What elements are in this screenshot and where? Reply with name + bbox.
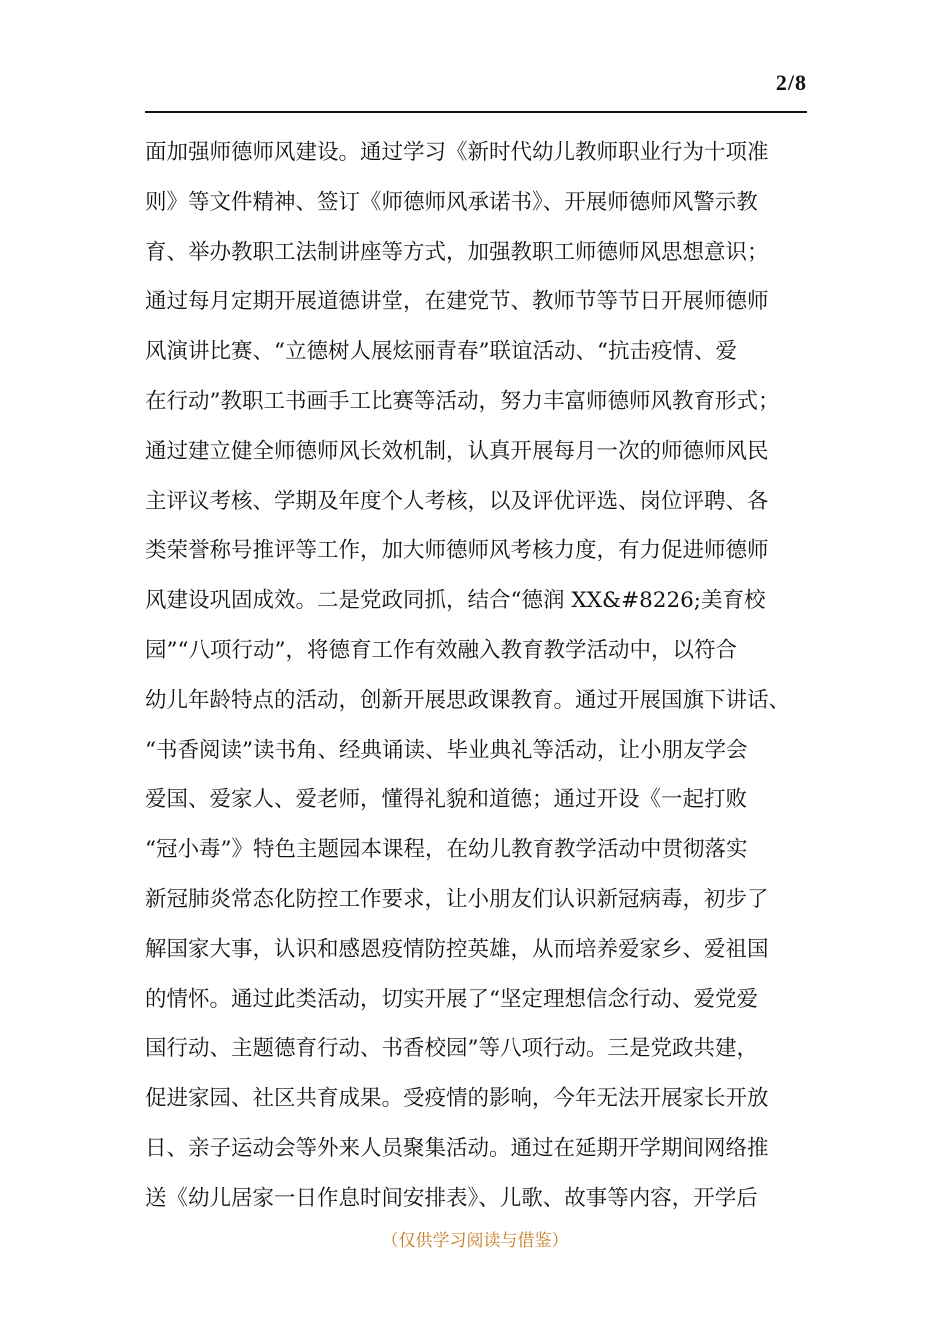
header-divider	[145, 111, 807, 113]
body-line: 幼儿年龄特点的活动，创新开展思政课教育。通过开展国旗下讲话、	[145, 687, 791, 713]
footer-note: （仅供学习阅读与借鉴）	[381, 1231, 569, 1251]
body-line: 日、亲子运动会等外来人员聚集活动。通过在延期开学期间网络推	[145, 1135, 769, 1161]
body-line: “冠小毒”》特色主题园本课程，在幼儿教育教学活动中贯彻落实	[145, 837, 748, 863]
body-line: 园”“八项行动”，将德育工作有效融入教育教学活动中，以符合	[145, 637, 737, 663]
body-line: 国行动、主题德育行动、书香校园”等八项行动。三是党政共建，	[145, 1036, 758, 1062]
body-line: 风演讲比赛、“立德树人展炫丽青春”联谊活动、“抗击疫情、爱	[145, 339, 737, 365]
body-line: 通过每月定期开展道德讲堂，在建党节、教师节等节日开展师德师	[145, 289, 769, 315]
body-line: 主评议考核、学期及年度个人考核，以及评优评选、岗位评聘、各	[145, 488, 769, 514]
body-line: 在行动”教职工书画手工比赛等活动，努力丰富师德师风教育形式；	[145, 388, 780, 414]
body-line: 解国家大事，认识和感恩疫情防控英雄，从而培养爱家乡、爱祖国	[145, 936, 769, 962]
body-line: 促进家园、社区共育成果。受疫情的影响，今年无法开展家长开放	[145, 1086, 769, 1112]
body-line: “书香阅读”读书角、经典诵读、毕业典礼等活动，让小朋友学会	[145, 737, 748, 763]
body-line: 风建设巩固成效。二是党政同抓，结合“德润 XX&#8226;美育校	[145, 588, 766, 614]
body-line: 爱国、爱家人、爱老师，懂得礼貌和道德；通过开设《一起打败	[145, 787, 748, 813]
body-line: 新冠肺炎常态化防控工作要求，让小朋友们认识新冠病毒，初步了	[145, 886, 769, 912]
body-line: 的情怀。通过此类活动，切实开展了“坚定理想信念行动、爱党爱	[145, 986, 758, 1012]
body-line: 则》等文件精神、签订《师德师风承诺书》、开展师德师风警示教	[145, 189, 758, 215]
body-line: 送《幼儿居家一日作息时间安排表》、儿歌、故事等内容，开学后	[145, 1185, 758, 1211]
body-line: 通过建立健全师德师风长效机制，认真开展每月一次的师德师风民	[145, 438, 769, 464]
document-body	[145, 128, 825, 1224]
body-line: 类荣誉称号推评等工作，加大师德师风考核力度，有力促进师德师	[145, 538, 769, 564]
body-line: 面加强师德师风建设。通过学习《新时代幼儿教师职业行为十项准	[145, 140, 769, 165]
body-line: 育、举办教职工法制讲座等方式，加强教职工师德师风思想意识；	[145, 239, 769, 265]
page-number: 2/8	[775, 70, 807, 95]
